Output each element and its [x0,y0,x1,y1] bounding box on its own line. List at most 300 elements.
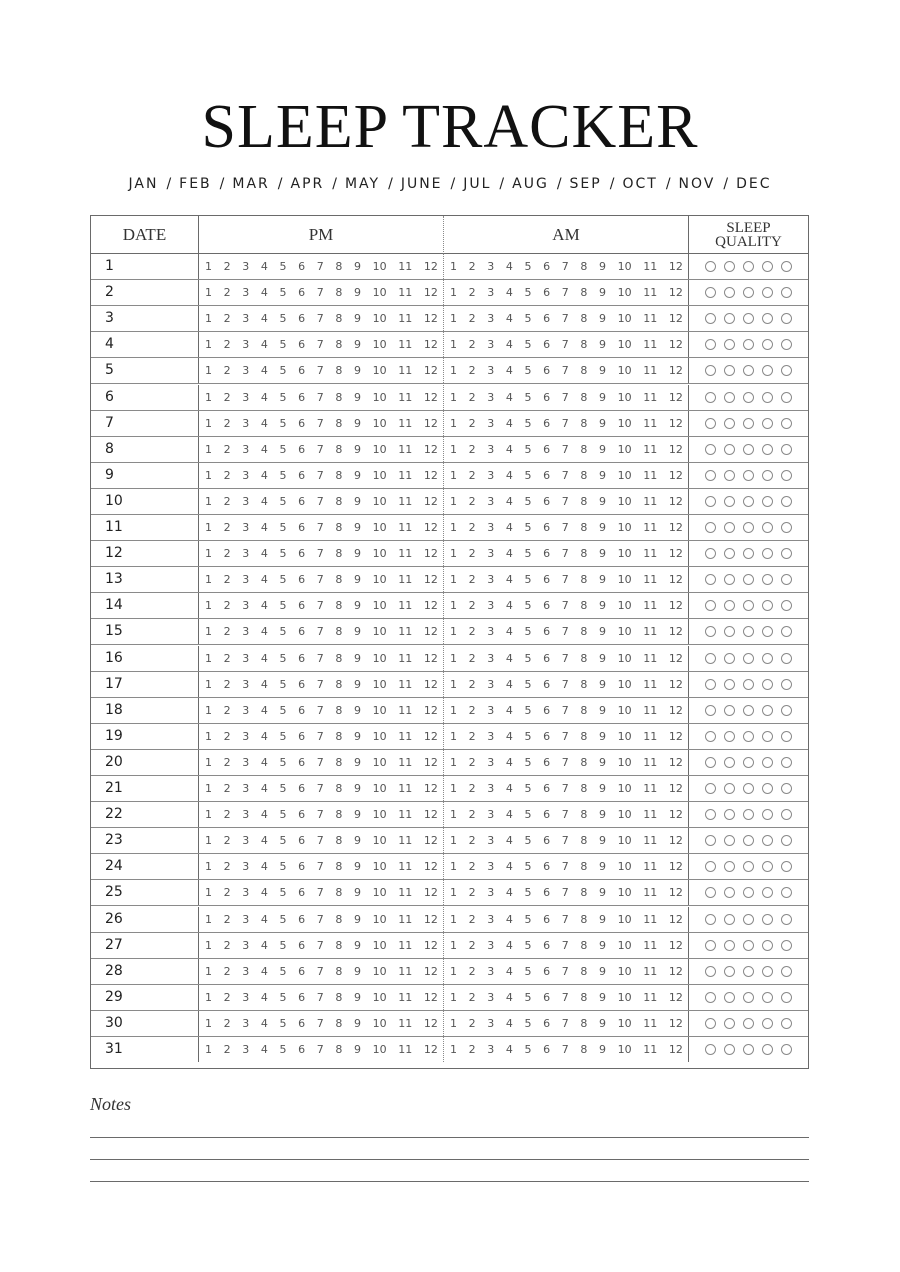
pm-hour-mark[interactable]: 6 [298,912,306,926]
pm-hour-mark[interactable]: 9 [354,338,361,352]
am-hour-mark[interactable]: 2 [468,364,476,378]
pm-hour-mark[interactable]: 3 [242,964,250,978]
pm-hour-mark[interactable]: 12 [423,521,438,534]
pm-hour-mark[interactable]: 7 [316,886,324,900]
am-hour-mark[interactable]: 9 [599,521,606,534]
am-hour-mark[interactable]: 9 [599,286,606,300]
quality-circle-icon[interactable] [781,261,792,272]
pm-hour-mark[interactable]: 4 [260,573,268,587]
pm-hour-mark[interactable]: 12 [423,1016,438,1030]
pm-hour-mark[interactable]: 5 [279,625,287,639]
am-hour-mark[interactable]: 10 [617,729,632,743]
pm-hour-mark[interactable]: 11 [398,260,413,273]
am-hour-mark[interactable]: 8 [580,782,588,795]
pm-hour-mark[interactable]: 5 [279,938,287,952]
quality-circle-icon[interactable] [781,365,792,376]
pm-hour-mark[interactable]: 10 [372,703,387,717]
am-hour-mark[interactable]: 9 [599,808,606,822]
am-hour-mark[interactable]: 5 [524,912,532,926]
am-hour-mark[interactable]: 3 [487,312,495,326]
am-hour-mark[interactable]: 6 [543,703,551,717]
am-hour-mark[interactable]: 6 [543,886,551,900]
pm-hour-mark[interactable]: 2 [223,703,231,717]
pm-hour-mark[interactable]: 10 [372,521,387,534]
month-dec[interactable]: DEC [736,176,772,192]
quality-circle-icon[interactable] [781,574,792,585]
quality-circle-icon[interactable] [762,522,773,533]
pm-hour-mark[interactable]: 1 [205,547,212,561]
am-hour-mark[interactable]: 12 [668,834,683,848]
quality-circle-icon[interactable] [705,496,716,507]
am-hour-mark[interactable]: 12 [668,729,683,743]
am-hour-mark[interactable]: 1 [450,312,457,326]
am-hour-mark[interactable]: 10 [617,782,632,795]
pm-hour-mark[interactable]: 7 [316,1016,324,1030]
pm-hour-mark[interactable]: 9 [354,808,361,822]
pm-hour-mark[interactable]: 12 [423,599,438,613]
pm-hour-mark[interactable]: 12 [423,494,438,508]
quality-circle-icon[interactable] [743,626,754,637]
am-hour-mark[interactable]: 2 [468,338,476,352]
quality-circle-icon[interactable] [762,809,773,820]
am-hour-mark[interactable]: 12 [668,964,683,978]
quality-circle-icon[interactable] [724,809,735,820]
quality-circle-icon[interactable] [781,313,792,324]
am-hour-mark[interactable]: 2 [468,390,476,404]
am-hour-mark[interactable]: 7 [561,964,569,978]
pm-hour-mark[interactable]: 9 [354,364,361,378]
quality-circle-icon[interactable] [724,287,735,298]
am-hour-mark[interactable]: 3 [487,573,495,587]
pm-hour-mark[interactable]: 5 [279,521,287,534]
am-hour-mark[interactable]: 8 [580,990,588,1004]
am-hour-mark[interactable]: 9 [599,990,606,1004]
am-hour-mark[interactable]: 5 [524,755,532,769]
pm-hour-mark[interactable]: 6 [298,651,306,665]
am-hour-mark[interactable]: 5 [524,416,532,430]
pm-hour-mark[interactable]: 2 [223,860,231,874]
pm-hour-mark[interactable]: 12 [423,625,438,639]
pm-hour-mark[interactable]: 3 [242,755,250,769]
quality-circle-icon[interactable] [743,548,754,559]
pm-hour-mark[interactable]: 7 [316,521,324,534]
quality-circle-icon[interactable] [762,313,773,324]
am-hour-mark[interactable]: 7 [561,1043,569,1056]
pm-hour-mark[interactable]: 6 [298,729,306,743]
pm-hour-mark[interactable]: 4 [260,808,268,822]
am-hour-mark[interactable]: 4 [505,338,513,352]
am-hour-mark[interactable]: 6 [543,755,551,769]
am-hour-mark[interactable]: 12 [668,494,683,508]
pm-hour-mark[interactable]: 7 [316,494,324,508]
am-hour-mark[interactable]: 7 [561,886,569,900]
pm-hour-mark[interactable]: 3 [242,390,250,404]
am-hour-mark[interactable]: 12 [668,651,683,665]
pm-hour-mark[interactable]: 3 [242,782,250,795]
quality-circle-icon[interactable] [724,861,735,872]
am-hour-mark[interactable]: 8 [580,573,588,587]
quality-circle-icon[interactable] [762,600,773,611]
pm-hour-mark[interactable]: 12 [423,990,438,1004]
am-hour-mark[interactable]: 7 [561,338,569,352]
month-mar[interactable]: MAR [232,176,270,192]
pm-hour-mark[interactable]: 9 [354,599,361,613]
quality-circle-icon[interactable] [724,522,735,533]
am-hour-mark[interactable]: 5 [524,834,532,848]
quality-circle-icon[interactable] [724,783,735,794]
am-hour-mark[interactable]: 5 [524,808,532,822]
pm-hour-mark[interactable]: 5 [279,416,287,430]
pm-hour-mark[interactable]: 5 [279,1016,287,1030]
am-hour-mark[interactable]: 7 [561,938,569,952]
am-hour-mark[interactable]: 10 [617,390,632,404]
am-hour-mark[interactable]: 11 [643,547,658,561]
am-hour-mark[interactable]: 11 [643,573,658,587]
pm-hour-mark[interactable]: 6 [298,390,306,404]
am-hour-mark[interactable]: 7 [561,651,569,665]
am-hour-mark[interactable]: 12 [668,938,683,952]
am-hour-mark[interactable]: 1 [450,755,457,769]
quality-circle-icon[interactable] [743,444,754,455]
pm-hour-mark[interactable]: 6 [298,364,306,378]
quality-circle-icon[interactable] [705,339,716,350]
am-hour-mark[interactable]: 6 [543,990,551,1004]
quality-circle-icon[interactable] [705,783,716,794]
pm-hour-mark[interactable]: 1 [205,494,212,508]
pm-hour-mark[interactable]: 4 [260,1016,268,1030]
am-hour-mark[interactable]: 7 [561,416,569,430]
quality-circle-icon[interactable] [762,470,773,481]
pm-hour-mark[interactable]: 11 [398,312,413,326]
am-hour-mark[interactable]: 11 [643,886,658,900]
am-hour-mark[interactable]: 5 [524,599,532,613]
month-aug[interactable]: AUG [512,176,549,192]
am-hour-mark[interactable]: 4 [505,286,513,300]
am-hour-mark[interactable]: 12 [668,677,683,691]
pm-hour-mark[interactable]: 11 [398,625,413,639]
pm-hour-mark[interactable]: 5 [279,782,287,795]
am-hour-mark[interactable]: 9 [599,338,606,352]
am-hour-mark[interactable]: 4 [505,860,513,874]
am-hour-mark[interactable]: 10 [617,260,632,273]
pm-hour-mark[interactable]: 6 [298,860,306,874]
pm-hour-mark[interactable]: 8 [335,1016,343,1030]
pm-hour-mark[interactable]: 2 [223,547,231,561]
am-hour-mark[interactable]: 2 [468,912,476,926]
am-hour-mark[interactable]: 6 [543,364,551,378]
am-hour-mark[interactable]: 10 [617,1043,632,1056]
pm-hour-mark[interactable]: 9 [354,1016,361,1030]
am-hour-mark[interactable]: 4 [505,938,513,952]
quality-circle-icon[interactable] [781,470,792,481]
pm-hour-mark[interactable]: 8 [335,390,343,404]
quality-circle-icon[interactable] [743,287,754,298]
pm-hour-mark[interactable]: 1 [205,442,212,456]
pm-hour-mark[interactable]: 1 [205,390,212,404]
am-hour-mark[interactable]: 8 [580,729,588,743]
am-hour-mark[interactable]: 12 [668,573,683,587]
pm-hour-mark[interactable]: 10 [372,442,387,456]
am-hour-mark[interactable]: 9 [599,442,606,456]
am-hour-mark[interactable]: 4 [505,703,513,717]
am-hour-mark[interactable]: 4 [505,834,513,848]
quality-circle-icon[interactable] [781,705,792,716]
pm-hour-mark[interactable]: 10 [372,677,387,691]
am-hour-mark[interactable]: 11 [643,1043,658,1056]
pm-hour-mark[interactable]: 5 [279,599,287,613]
pm-hour-mark[interactable]: 2 [223,677,231,691]
pm-hour-mark[interactable]: 5 [279,338,287,352]
am-hour-mark[interactable]: 3 [487,521,495,534]
pm-hour-mark[interactable]: 5 [279,886,287,900]
pm-hour-mark[interactable]: 7 [316,468,324,482]
quality-circle-icon[interactable] [781,626,792,637]
pm-hour-mark[interactable]: 3 [242,625,250,639]
pm-hour-mark[interactable]: 1 [205,651,212,665]
am-hour-mark[interactable]: 1 [450,677,457,691]
pm-hour-mark[interactable]: 9 [354,834,361,848]
pm-hour-mark[interactable]: 5 [279,964,287,978]
pm-hour-mark[interactable]: 1 [205,782,212,795]
quality-circle-icon[interactable] [705,574,716,585]
quality-circle-icon[interactable] [705,626,716,637]
am-hour-mark[interactable]: 10 [617,494,632,508]
am-hour-mark[interactable]: 5 [524,260,532,273]
quality-circle-icon[interactable] [705,287,716,298]
pm-hour-mark[interactable]: 8 [335,834,343,848]
am-hour-mark[interactable]: 8 [580,312,588,326]
pm-hour-mark[interactable]: 8 [335,755,343,769]
pm-hour-mark[interactable]: 7 [316,442,324,456]
pm-hour-mark[interactable]: 12 [423,1043,438,1056]
pm-hour-mark[interactable]: 11 [398,834,413,848]
quality-circle-icon[interactable] [762,1044,773,1055]
am-hour-mark[interactable]: 10 [617,547,632,561]
am-hour-mark[interactable]: 1 [450,1016,457,1030]
am-hour-mark[interactable]: 7 [561,808,569,822]
am-hour-mark[interactable]: 1 [450,573,457,587]
am-hour-mark[interactable]: 7 [561,990,569,1004]
am-hour-mark[interactable]: 1 [450,286,457,300]
am-hour-mark[interactable]: 5 [524,1016,532,1030]
pm-hour-mark[interactable]: 9 [354,390,361,404]
pm-hour-mark[interactable]: 5 [279,808,287,822]
quality-circle-icon[interactable] [724,705,735,716]
pm-hour-mark[interactable]: 7 [316,338,324,352]
am-hour-mark[interactable]: 12 [668,808,683,822]
pm-hour-mark[interactable]: 7 [316,860,324,874]
am-hour-mark[interactable]: 6 [543,312,551,326]
pm-hour-mark[interactable]: 11 [398,416,413,430]
am-hour-mark[interactable]: 1 [450,338,457,352]
pm-hour-mark[interactable]: 3 [242,599,250,613]
pm-hour-mark[interactable]: 12 [423,468,438,482]
pm-hour-mark[interactable]: 9 [354,573,361,587]
quality-circle-icon[interactable] [743,783,754,794]
am-hour-mark[interactable]: 9 [599,547,606,561]
pm-hour-mark[interactable]: 8 [335,729,343,743]
am-hour-mark[interactable]: 6 [543,521,551,534]
pm-hour-mark[interactable]: 11 [398,573,413,587]
quality-circle-icon[interactable] [743,365,754,376]
am-hour-mark[interactable]: 4 [505,260,513,273]
quality-circle-icon[interactable] [724,470,735,481]
pm-hour-mark[interactable]: 3 [242,651,250,665]
pm-hour-mark[interactable]: 9 [354,494,361,508]
pm-hour-mark[interactable]: 6 [298,547,306,561]
am-hour-mark[interactable]: 10 [617,599,632,613]
quality-circle-icon[interactable] [724,365,735,376]
pm-hour-mark[interactable]: 2 [223,1043,231,1056]
pm-hour-mark[interactable]: 8 [335,599,343,613]
am-hour-mark[interactable]: 10 [617,1016,632,1030]
pm-hour-mark[interactable]: 4 [260,938,268,952]
quality-circle-icon[interactable] [743,835,754,846]
am-hour-mark[interactable]: 3 [487,755,495,769]
pm-hour-mark[interactable]: 1 [205,468,212,482]
pm-hour-mark[interactable]: 2 [223,390,231,404]
note-line[interactable] [90,1181,809,1182]
quality-circle-icon[interactable] [724,940,735,951]
am-hour-mark[interactable]: 1 [450,521,457,534]
pm-hour-mark[interactable]: 10 [372,338,387,352]
am-hour-mark[interactable]: 2 [468,521,476,534]
pm-hour-mark[interactable]: 9 [354,1043,361,1056]
am-hour-mark[interactable]: 5 [524,573,532,587]
quality-circle-icon[interactable] [724,731,735,742]
am-hour-mark[interactable]: 5 [524,286,532,300]
am-hour-mark[interactable]: 2 [468,938,476,952]
am-hour-mark[interactable]: 11 [643,260,658,273]
pm-hour-mark[interactable]: 5 [279,573,287,587]
pm-hour-mark[interactable]: 7 [316,260,324,273]
pm-hour-mark[interactable]: 4 [260,625,268,639]
pm-hour-mark[interactable]: 8 [335,651,343,665]
am-hour-mark[interactable]: 9 [599,390,606,404]
quality-circle-icon[interactable] [781,757,792,768]
am-hour-mark[interactable]: 12 [668,755,683,769]
pm-hour-mark[interactable]: 12 [423,573,438,587]
pm-hour-mark[interactable]: 1 [205,912,212,926]
quality-circle-icon[interactable] [705,548,716,559]
quality-circle-icon[interactable] [762,887,773,898]
am-hour-mark[interactable]: 5 [524,494,532,508]
am-hour-mark[interactable]: 8 [580,1043,588,1056]
quality-circle-icon[interactable] [781,653,792,664]
pm-hour-mark[interactable]: 4 [260,729,268,743]
quality-circle-icon[interactable] [724,261,735,272]
quality-circle-icon[interactable] [781,287,792,298]
am-hour-mark[interactable]: 8 [580,964,588,978]
pm-hour-mark[interactable]: 2 [223,912,231,926]
pm-hour-mark[interactable]: 10 [372,990,387,1004]
quality-circle-icon[interactable] [705,887,716,898]
am-hour-mark[interactable]: 8 [580,468,588,482]
pm-hour-mark[interactable]: 10 [372,808,387,822]
pm-hour-mark[interactable]: 12 [423,886,438,900]
am-hour-mark[interactable]: 2 [468,1016,476,1030]
pm-hour-mark[interactable]: 2 [223,938,231,952]
quality-circle-icon[interactable] [743,705,754,716]
pm-hour-mark[interactable]: 11 [398,938,413,952]
pm-hour-mark[interactable]: 11 [398,886,413,900]
am-hour-mark[interactable]: 7 [561,312,569,326]
am-hour-mark[interactable]: 3 [487,912,495,926]
pm-hour-mark[interactable]: 9 [354,755,361,769]
am-hour-mark[interactable]: 9 [599,599,606,613]
pm-hour-mark[interactable]: 8 [335,886,343,900]
pm-hour-mark[interactable]: 11 [398,364,413,378]
quality-circle-icon[interactable] [705,470,716,481]
am-hour-mark[interactable]: 9 [599,573,606,587]
am-hour-mark[interactable]: 2 [468,886,476,900]
pm-hour-mark[interactable]: 2 [223,286,231,300]
quality-circle-icon[interactable] [724,679,735,690]
pm-hour-mark[interactable]: 10 [372,547,387,561]
am-hour-mark[interactable]: 5 [524,782,532,795]
am-hour-mark[interactable]: 9 [599,964,606,978]
am-hour-mark[interactable]: 9 [599,703,606,717]
am-hour-mark[interactable]: 10 [617,834,632,848]
am-hour-mark[interactable]: 3 [487,808,495,822]
pm-hour-mark[interactable]: 10 [372,729,387,743]
am-hour-mark[interactable]: 3 [487,468,495,482]
am-hour-mark[interactable]: 7 [561,286,569,300]
quality-circle-icon[interactable] [724,966,735,977]
am-hour-mark[interactable]: 9 [599,860,606,874]
am-hour-mark[interactable]: 8 [580,808,588,822]
pm-hour-mark[interactable]: 9 [354,651,361,665]
am-hour-mark[interactable]: 5 [524,468,532,482]
am-hour-mark[interactable]: 1 [450,938,457,952]
quality-circle-icon[interactable] [762,966,773,977]
pm-hour-mark[interactable]: 4 [260,990,268,1004]
pm-hour-mark[interactable]: 9 [354,990,361,1004]
quality-circle-icon[interactable] [724,653,735,664]
pm-hour-mark[interactable]: 2 [223,260,231,273]
pm-hour-mark[interactable]: 3 [242,990,250,1004]
am-hour-mark[interactable]: 4 [505,364,513,378]
am-hour-mark[interactable]: 1 [450,468,457,482]
quality-circle-icon[interactable] [762,496,773,507]
pm-hour-mark[interactable]: 6 [298,886,306,900]
am-hour-mark[interactable]: 9 [599,468,606,482]
am-hour-mark[interactable]: 4 [505,729,513,743]
quality-circle-icon[interactable] [743,809,754,820]
am-hour-mark[interactable]: 8 [580,938,588,952]
am-hour-mark[interactable]: 2 [468,677,476,691]
am-hour-mark[interactable]: 5 [524,338,532,352]
quality-circle-icon[interactable] [705,731,716,742]
pm-hour-mark[interactable]: 11 [398,703,413,717]
pm-hour-mark[interactable]: 9 [354,703,361,717]
am-hour-mark[interactable]: 9 [599,1016,606,1030]
am-hour-mark[interactable]: 8 [580,338,588,352]
am-hour-mark[interactable]: 5 [524,886,532,900]
am-hour-mark[interactable]: 6 [543,599,551,613]
am-hour-mark[interactable]: 4 [505,1043,513,1056]
pm-hour-mark[interactable]: 11 [398,651,413,665]
pm-hour-mark[interactable]: 6 [298,599,306,613]
quality-circle-icon[interactable] [762,757,773,768]
pm-hour-mark[interactable]: 8 [335,1043,343,1056]
quality-circle-icon[interactable] [724,392,735,403]
quality-circle-icon[interactable] [762,444,773,455]
pm-hour-mark[interactable]: 12 [423,808,438,822]
am-hour-mark[interactable]: 1 [450,599,457,613]
am-hour-mark[interactable]: 1 [450,990,457,1004]
quality-circle-icon[interactable] [762,339,773,350]
